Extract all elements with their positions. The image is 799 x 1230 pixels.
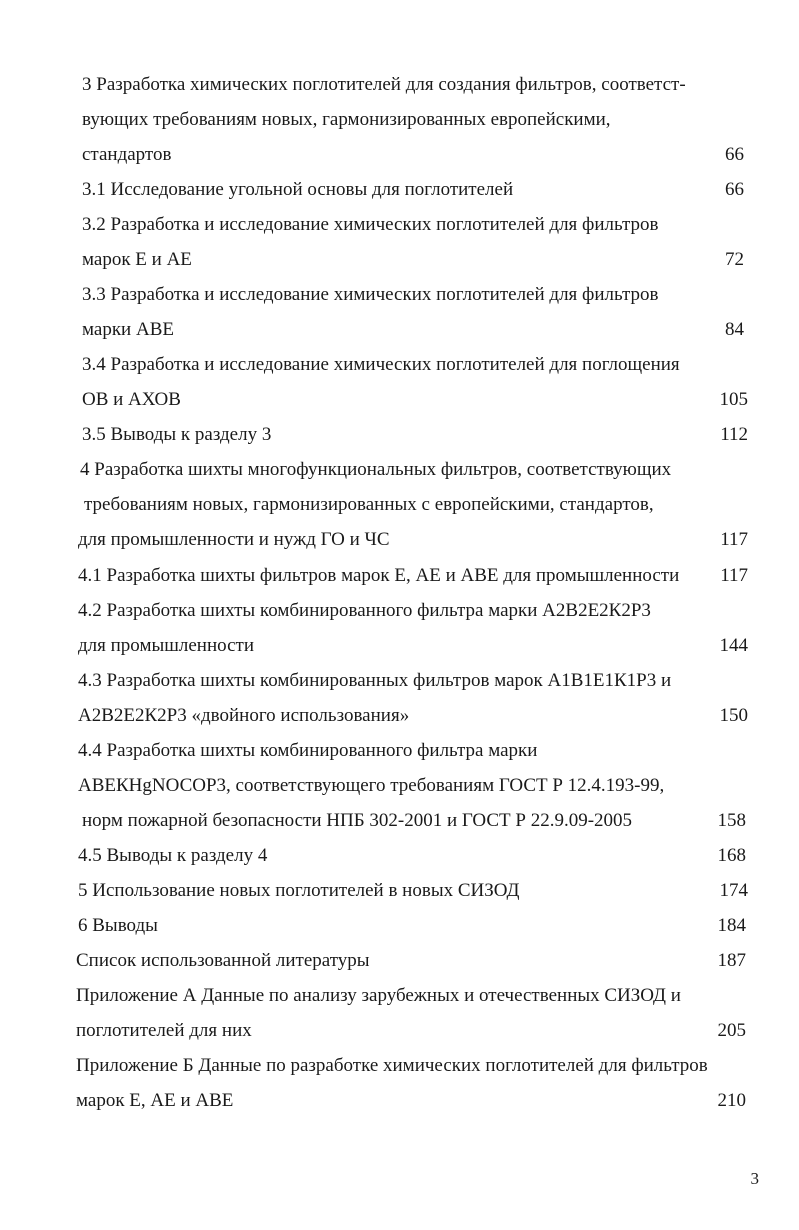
toc-line: поглотителей для них (76, 1020, 252, 1041)
toc-page-number: 66 (725, 144, 744, 165)
toc-line: марки АВЕ (82, 319, 174, 340)
toc-line: требованиям новых, гармонизированных с европейскими, стандартов, (84, 494, 654, 515)
toc-page-number: 105 (719, 389, 748, 410)
toc-page-number: 210 (717, 1090, 746, 1111)
toc-page-number: 66 (725, 179, 744, 200)
toc-page-number: 72 (725, 249, 744, 270)
toc-line: ОВ и АХОВ (82, 389, 181, 410)
toc-line: Приложение Б Данные по разработке химических поглотителей для фильтров (76, 1055, 708, 1076)
toc-page-number: 184 (717, 915, 746, 936)
toc-line: 3.5 Выводы к разделу 3 (82, 424, 272, 445)
toc-line: для промышленности (78, 635, 254, 656)
toc-page-number: 117 (720, 565, 748, 586)
toc-line: 4.5 Выводы к разделу 4 (78, 845, 268, 866)
toc-line: марок Е, АЕ и АВЕ (76, 1090, 234, 1111)
toc-line: 3.3 Разработка и исследование химических поглотителей для фильтров (82, 284, 659, 305)
toc-page-number: 187 (717, 950, 746, 971)
toc-page-number: 158 (717, 810, 746, 831)
toc-line: норм пожарной безопасности НПБ 302-2001 и ГОСТ Р 22.9.09-2005 (82, 810, 633, 831)
toc-page-number: 84 (725, 319, 744, 340)
toc-line: 5 Использование новых поглотителей в новых СИЗОД (78, 880, 520, 901)
toc-line: 4.3 Разработка шихты комбинированных фильтров марок А1В1Е1К1Р3 и (78, 670, 672, 691)
toc-line: 4 Разработка шихты многофункциональных фильтров, соответствующих (80, 459, 672, 480)
toc-line: 3.1 Исследование угольной основы для поглотителей (82, 179, 514, 200)
toc-line: 6 Выводы (78, 915, 158, 936)
toc-line: 4.2 Разработка шихты комбинированного фильтра марки А2В2Е2К2Р3 (78, 600, 651, 621)
toc-page-number: 144 (719, 635, 748, 656)
toc-line: А2В2Е2К2Р3 «двойного использования» (78, 705, 410, 726)
toc-line: 3.4 Разработка и исследование химических поглотителей для поглощения (82, 354, 680, 375)
toc-page-number: 117 (720, 529, 748, 550)
toc-line: марок Е и АЕ (82, 249, 192, 270)
toc-line: АВЕКНgNОСОР3, соответствующего требованиям ГОСТ Р 12.4.193-99, (78, 775, 665, 796)
toc-page-number: 205 (717, 1020, 746, 1041)
toc-line: Приложение А Данные по анализу зарубежных и отечественных СИЗОД и (76, 985, 681, 1006)
toc-page-number: 112 (720, 424, 748, 445)
toc-line: для промышленности и нужд ГО и ЧС (78, 529, 390, 550)
toc-line: Список использованной литературы (76, 950, 370, 971)
toc-line: 3 Разработка химических поглотителей для создания фильтров, соответст- (82, 74, 686, 95)
toc-page-number: 168 (717, 845, 746, 866)
toc-line: вующих требованиям новых, гармонизированных европейскими, (82, 109, 611, 130)
page-number: 3 (750, 1169, 759, 1188)
toc-line: 4.1 Разработка шихты фильтров марок Е, АЕ и АВЕ для промышленности (78, 565, 680, 586)
toc-line: 4.4 Разработка шихты комбинированного фильтра марки (78, 740, 538, 761)
toc-page-number: 174 (719, 880, 748, 901)
toc-line: стандартов (82, 144, 172, 165)
toc-line: 3.2 Разработка и исследование химических поглотителей для фильтров (82, 214, 659, 235)
toc-page-number: 150 (719, 705, 748, 726)
